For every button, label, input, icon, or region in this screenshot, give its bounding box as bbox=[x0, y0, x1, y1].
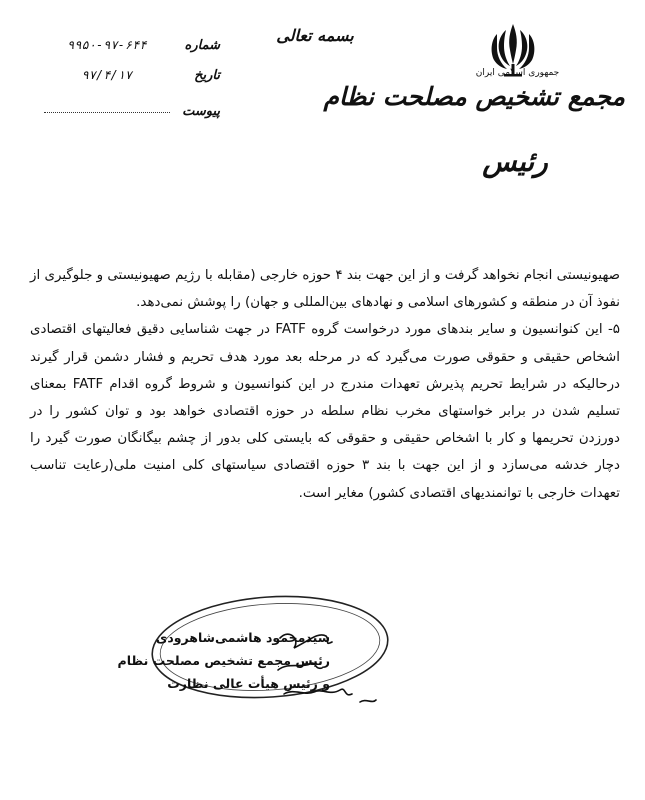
organization-name: مجمع تشخیص مصلحت نظام bbox=[323, 82, 625, 111]
letter-attachment-label: پیوست bbox=[182, 104, 220, 119]
body-paragraph: صهیونیستی انجام نخواهد گرفت و از این جهت بند ۴ حوزه خارجی (مقابله با رژیم صهیونیستی و جلوگیری از نفوذ آن در منطقه و کشورهای اسلامی و نهادهای بین‌المللی و جهان) را پوشش نمی‌دهد. bbox=[30, 268, 620, 311]
letter-body bbox=[30, 262, 620, 507]
letter-number-label: شماره bbox=[184, 38, 220, 53]
body-paragraph: ۵- این کنوانسیون و سایر بندهای مورد درخواست گروه FATF در جهت شناسایی دقیق فعالیتهای اقتصادی اشخاص حقیقی و حقوقی صورت می‌گیرد که در مرحله بعد مورد هدف تحریم و فشار دشمن قرار گیرند درحالیکه در شرایط تحریم پذیرش تعهدات مندرج در این کنوانسیون و شروط گروه اقدام FATF بمعنای تسلیم شدن در برابر خواستهای مخرب نظام سلطه در حوزه اقتصادی خواهد بود و توان کشور را در دورزدن تحریمها و کار با اشخاص حقیقی و حقوقی که بایستی کلی بدور از چشم بیگانگان صورت گیرد را دچار خدشه می‌سازد و از این جهت با بند ۳ حوزه اقتصادی سیاستهای کلی امنیت ملی(رعایت تناسب تعهدات خارجی با توانمندیهای اقتصادی کشور) مغایر است. bbox=[30, 322, 620, 501]
signatory-name: سیدمحمود هاشمی‌شاهرودی bbox=[155, 630, 330, 645]
signatory-role: رئیس مجمع تشخیص مصلحت نظام bbox=[117, 653, 330, 668]
org-subtitle: جمهوری اسلامی ایران bbox=[475, 68, 560, 78]
invocation-heading: بسمه تعالی bbox=[276, 26, 354, 45]
letter-date-label: تاریخ bbox=[194, 68, 220, 83]
attachment-dotted-line bbox=[44, 111, 170, 113]
letter-number-value: ۹۹۵۰-۹۷-۶۴۴ bbox=[67, 38, 147, 52]
handwritten-signature bbox=[270, 610, 410, 720]
office-title: رئیس bbox=[482, 145, 548, 178]
letter-number bbox=[40, 38, 220, 53]
signatory-role-secondary: و رئیس هیأت عالی نظارت bbox=[167, 676, 330, 691]
letter-date bbox=[40, 68, 220, 83]
letter-date-value: ۹۷/۴/۱۷ bbox=[81, 68, 133, 82]
letter-attachment bbox=[40, 104, 220, 119]
